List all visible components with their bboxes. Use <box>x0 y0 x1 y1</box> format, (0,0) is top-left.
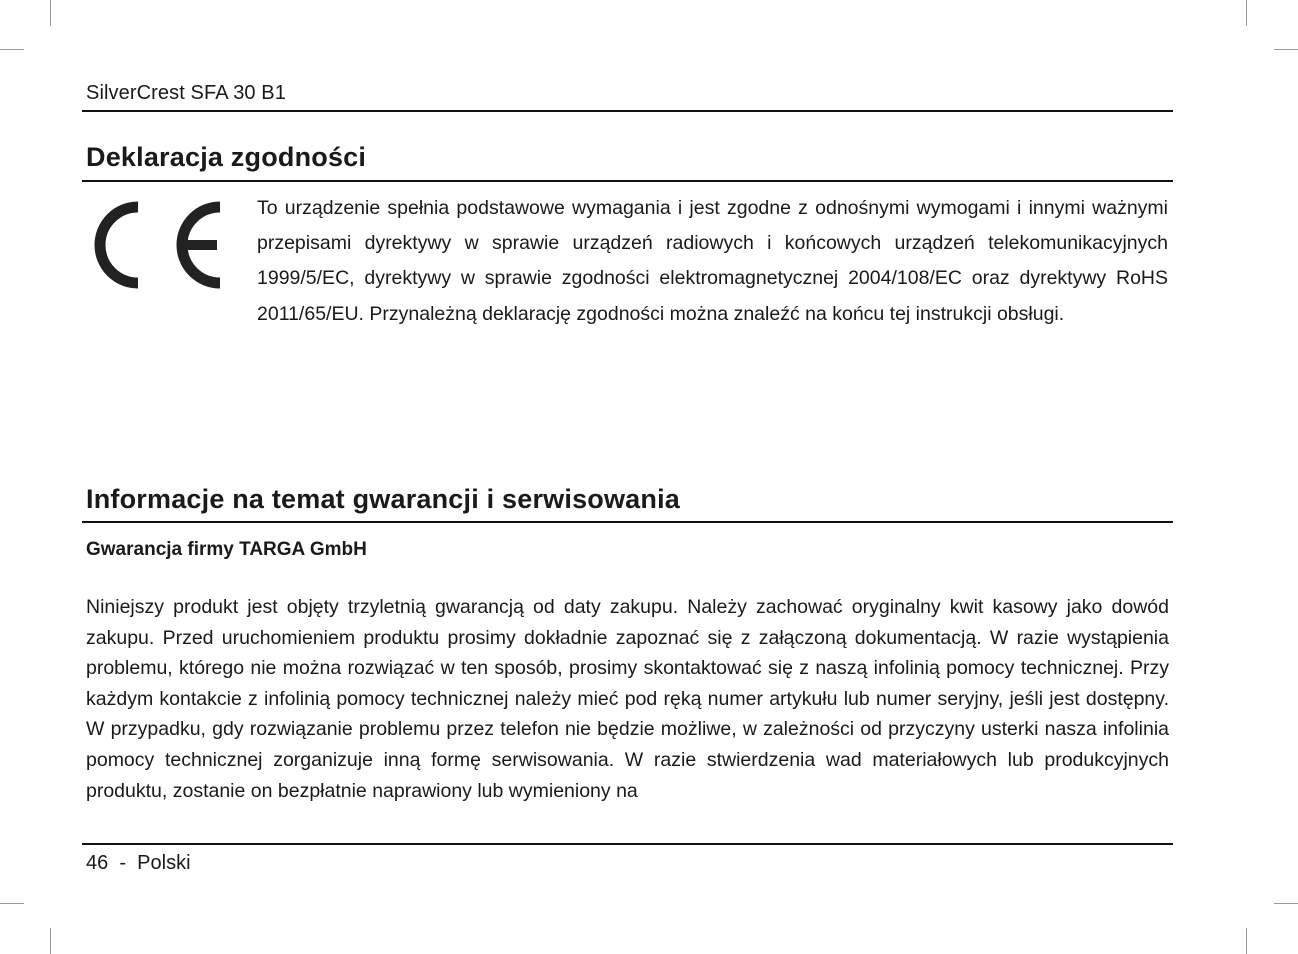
footer-language: Polski <box>137 852 191 874</box>
crop-mark-right-bottom <box>1274 903 1298 904</box>
crop-mark-right-top <box>1274 49 1298 50</box>
warranty-subheading: Gwarancja firmy TARGA GmbH <box>86 539 367 560</box>
declaration-heading-rule <box>82 180 1173 182</box>
crop-mark-bottom-left <box>50 928 51 954</box>
warranty-text: Niniejszy produkt jest objęty trzyletnią gwarancją od daty zakupu. Należy zachować oryginalny kwit kasowy jako dowód zakupu. Przed uruchomieniem produktu prosimy dokładnie zapoznać się z załączoną dokumentacją. W razie wystąpienia problemu, którego nie można rozwiązać w ten sposób, prosimy skontaktować się z naszą infolinią pomocy technicznej. Przy każdym kontakcie z infolinią pomocy technicznej należy mieć pod ręką numer artykułu lub numer seryjny, jeśli jest dostępny. W przypadku, gdy rozwiązanie problemu przez telefon nie będzie możliwe, w zależności od przyczyny usterki nasza infolinia pomocy technicznej zorganizuje inną formę serwisowania. W razie stwierdzenia wad materiałowych lub produkcyjnych produktu, zostanie on bezpłatnie naprawiony lub wymieniony na <box>86 596 1169 802</box>
crop-mark-bottom-right <box>1246 928 1247 954</box>
footer-rule <box>82 843 1173 845</box>
declaration-heading: Deklaracja zgodności <box>86 142 367 172</box>
warranty-heading-rule <box>82 521 1173 523</box>
warranty-heading: Informacje na temat gwarancji i serwisowania <box>86 484 681 514</box>
crop-mark-top-left <box>50 0 51 26</box>
page-number: 46 <box>86 852 109 874</box>
crop-mark-top-right <box>1246 0 1247 26</box>
crop-mark-left-top <box>0 49 24 50</box>
header-rule <box>82 110 1173 112</box>
footer-separator: - <box>119 852 127 874</box>
crop-mark-left-bottom <box>0 903 24 904</box>
declaration-text: To urządzenie spełnia podstawowe wymagania i jest zgodne z odnośnymi wymogami i innymi ważnymi przepisami dyrektywy w sprawie urządzeń radiowych i końcowych urządzeń telekomunikacyjnych 1999/5/EC, dyrektywy w sprawie zgodności elektromagnetycznej 2004/108/EC oraz dyrektywy RoHS 2011/65/EU. Przynależną deklarację zgodności można znaleźć na końcu tej instrukcji obsługi. <box>257 197 1168 325</box>
page-footer <box>86 852 191 875</box>
running-header: SilverCrest SFA 30 B1 <box>86 82 286 104</box>
ce-mark-logo <box>86 192 224 298</box>
